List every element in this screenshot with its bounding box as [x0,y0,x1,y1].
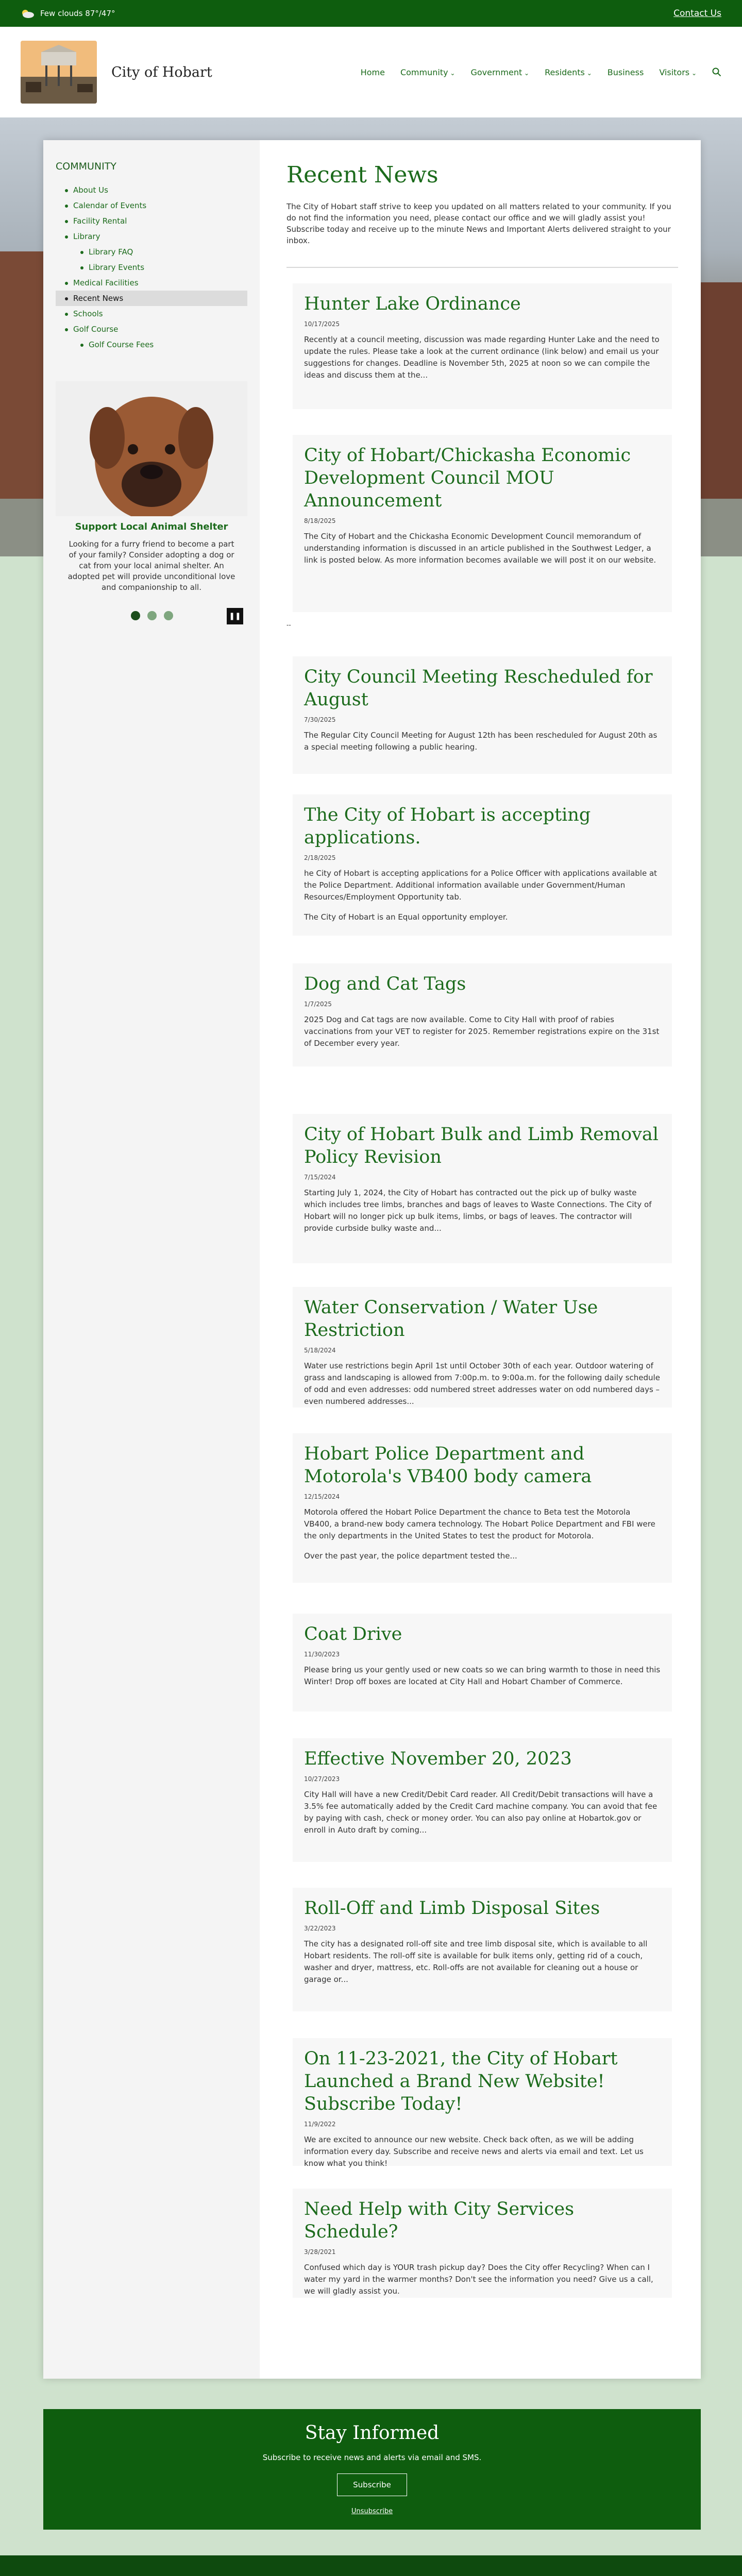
news-date: 11/9/2022 [304,2121,336,2128]
slide-dot-3[interactable] [164,611,173,620]
news-excerpt: The city has a designated roll-off site and tree limb disposal site, which is available to all Hobart residents. The roll-off site is available for bulk items only, getting rid of a couch, washer and dryer, mattress, etc. Roll-offs are not available for cleaning out a house or garage or... [304,1939,648,1984]
news-title[interactable]: On 11-23-2021, the City of Hobart Launched a Brand New Website! Subscribe Today! [304,2048,618,2114]
news-excerpt: Water use restrictions begin April 1st until October 30th of each year. Outdoor watering of grass and landscaping is allowed from 7:00p.m. to 9:00a.m. for the following daily schedule of odd and even addresses: odd numbered street addresses water on odd numbered days – even numbered addresses... [304,1361,660,1406]
news-title[interactable]: City Council Meeting Rescheduled for August [304,667,653,710]
cloud-icon [21,9,35,18]
sidebar-item-schools[interactable]: Schools [56,306,247,321]
unsubscribe-link[interactable]: Unsubscribe [351,2507,393,2515]
slide-dots [131,611,173,620]
news-excerpt-2: The City of Hobart is an Equal opportunity employer. [304,912,508,922]
news-title[interactable]: Coat Drive [304,1624,402,1645]
content-container [43,140,701,2379]
contact-us-link[interactable]: Contact Us [673,8,721,19]
sidebar-item-recent-news[interactable]: Recent News [56,291,247,306]
news-card[interactable] [293,1114,672,1263]
separator-mark: -- [286,621,291,629]
sidebar-menu [56,182,247,352]
city-logo[interactable] [21,41,97,104]
news-title[interactable]: City of Hobart/Chickasha Economic Development Council MOU Announcement [304,445,631,511]
news-excerpt: The City of Hobart and the Chickasha Economic Development Council memorandum of understanding information is discussed in an article published in the Southwest Ledger, a link is posted below. As more information becomes available we will post it on our website. [304,532,656,565]
stay-informed-text: Subscribe to receive news and alerts via email and SMS. [262,2453,482,2462]
subscribe-button[interactable]: Subscribe [337,2473,407,2496]
utility-bar [0,0,742,27]
sidebar-item-library[interactable]: Library [56,229,247,244]
news-title[interactable]: The City of Hobart is accepting applications. [304,805,591,848]
sidebar-item-about-us[interactable]: About Us [56,182,247,198]
news-card[interactable] [293,963,672,1066]
stay-informed-panel [43,2409,701,2530]
nav-community[interactable]: Community ⌄ [400,67,455,77]
news-date: 5/18/2024 [304,1347,336,1354]
nav-business[interactable]: Business [607,67,644,77]
news-excerpt: he City of Hobart is accepting applications for a Police Officer with applications available at the Police Department. Additional information available under Government/Human Resources/Employment Opportunity tab. [304,869,657,902]
dog-photo [56,381,247,516]
news-card[interactable] [293,1287,672,1408]
news-date: 3/28/2021 [304,2248,336,2256]
news-date: 1/7/2025 [304,1001,332,1008]
news-title[interactable]: Effective November 20, 2023 [304,1749,572,1769]
nav-residents[interactable]: Residents ⌄ [545,67,592,77]
news-card[interactable] [293,2038,672,2166]
news-date: 11/30/2023 [304,1651,340,1658]
news-title[interactable]: Hobart Police Department and Motorola's VB400 body camera [304,1444,592,1487]
stay-informed-title: Stay Informed [305,2422,440,2444]
news-date: 7/15/2024 [304,1174,336,1181]
page-intro: The City of Hobart staff strive to keep you updated on all matters related to your community. If you do not find the information you need, please contact our office and we will gladly assist you! Subscribe today and receive up to the minute News and Important Alerts delivered straight to your inbox. [286,202,671,245]
news-card[interactable] [293,1738,672,1862]
news-card[interactable] [293,2189,672,2298]
weather-widget [21,9,115,18]
nav-home[interactable]: Home [360,67,385,77]
sidebar-item-golf-course[interactable]: Golf Course [56,321,247,337]
news-title[interactable]: City of Hobart Bulk and Limb Removal Policy Revision [304,1124,659,1167]
news-date: 7/30/2025 [304,716,336,723]
news-excerpt-2: Over the past year, the police department tested the... [304,1551,517,1561]
slide-text: Looking for a furry friend to become a part of your family? Consider adopting a dog or cat from your local animal shelter. An adopted pet will provide unconditional love and companionship to all. [68,539,235,592]
news-date: 3/22/2023 [304,1925,336,1932]
nav-government[interactable]: Government ⌄ [470,67,529,77]
news-date: 10/17/2025 [304,320,340,328]
sidebar-item-medical[interactable]: Medical Facilities [56,275,247,291]
news-title[interactable]: Hunter Lake Ordinance [304,294,521,314]
page-title: Recent News [286,162,439,188]
divider [286,267,678,268]
sidebar-item-golf-fees[interactable]: Golf Course Fees [56,337,247,352]
slide-title[interactable]: Support Local Animal Shelter [75,521,228,532]
news-card[interactable] [293,1888,672,2011]
news-excerpt: We are excited to announce our new website. Check back often, as we will be adding information every day. Subscribe and receive news and alerts via email and text. Let us know what you think! [304,2135,644,2168]
news-date: 10/27/2023 [304,1775,340,1783]
news-title[interactable]: Roll-Off and Limb Disposal Sites [304,1898,600,1919]
news-card[interactable] [293,1433,672,1583]
news-title[interactable]: Need Help with City Services Schedule? [304,2199,575,2242]
news-card[interactable] [293,794,672,936]
news-date: 2/18/2025 [304,854,336,861]
news-excerpt: City Hall will have a new Credit/Debit Card reader. All Credit/Debit transactions will have a 3.5% fee automatically added by the Credit Card machine company. You can avoid that fee by paying with cash, check or money order. You can also pay online at Hobartok.gov or enroll in Auto draft by coming... [304,1790,657,1835]
pause-icon[interactable]: ❚❚ [227,608,243,624]
search-icon[interactable] [712,67,721,77]
news-excerpt: Recently at a council meeting, discussion was made regarding Hunter Lake and the need to update the rules. Please take a look at the current ordinance (link below) and email us your suggestions for changes. Deadline is November 5th, 2025 at noon so we can compile the ideas and discuss them at the... [304,335,660,380]
water-tower-icon [21,41,97,104]
news-excerpt: Confused which day is YOUR trash pickup day? Does the City offer Recycling? When can I water my yard in the warmer months? Don't see the information you need? Give us a call, we will gladly assist you. [304,2263,653,2296]
sidebar-item-facility-rental[interactable]: Facility Rental [56,213,247,229]
sidebar-item-library-faq[interactable]: Library FAQ [56,244,247,260]
news-date: 8/18/2025 [304,517,336,524]
news-excerpt: Please bring us your gently used or new coats so we can bring warmth to those in need this Winter! Drop off boxes are located at City Hall and Hobart Chamber of Commerce. [304,1665,661,1686]
sidebar [43,140,260,2379]
news-title[interactable]: Water Conservation / Water Use Restriction [304,1297,598,1341]
sidebar-item-calendar[interactable]: Calendar of Events [56,198,247,213]
news-excerpt: Starting July 1, 2024, the City of Hobart has contracted out the pick up of bulky waste which includes tree limbs, branches and bags of leaves to Waste Connections. The City of Hobart will no longer pick up bulk items, limbs, or bags of leaves. The contractor will provide curbside bulky waste and... [304,1188,652,1233]
site-header [0,27,742,117]
news-date: 12/15/2024 [304,1493,340,1500]
news-excerpt: The Regular City Council Meeting for August 12th has been rescheduled for August 20th as a special meeting following a public hearing. [304,731,657,752]
slide-dot-1[interactable] [131,611,140,620]
news-card[interactable] [293,435,672,612]
site-title[interactable]: City of Hobart [111,64,212,80]
news-card[interactable] [293,283,672,409]
news-title[interactable]: Dog and Cat Tags [304,974,466,994]
weather-text: Few clouds 87°/47° [40,9,115,18]
main-nav [361,67,721,77]
news-card[interactable] [293,656,672,774]
news-excerpt: 2025 Dog and Cat tags are now available. Come to City Hall with proof of rabies vaccinations from your VET to register for 2025. Remember registrations expire on the 31st of December every year. [304,1015,660,1048]
sidebar-title: COMMUNITY [56,161,116,172]
site-footer [0,2555,742,2576]
news-card[interactable] [293,1614,672,1711]
sidebar-item-library-events[interactable]: Library Events [56,260,247,275]
nav-visitors[interactable]: Visitors ⌄ [659,67,697,77]
news-excerpt: Motorola offered the Hobart Police Department the chance to Beta test the Motorola VB400, a brand-new body camera technology. The Hobart Police Department and FBI were the only departments in the United States to test the product for Motorola. [304,1507,655,1540]
slide-dot-2[interactable] [147,611,157,620]
